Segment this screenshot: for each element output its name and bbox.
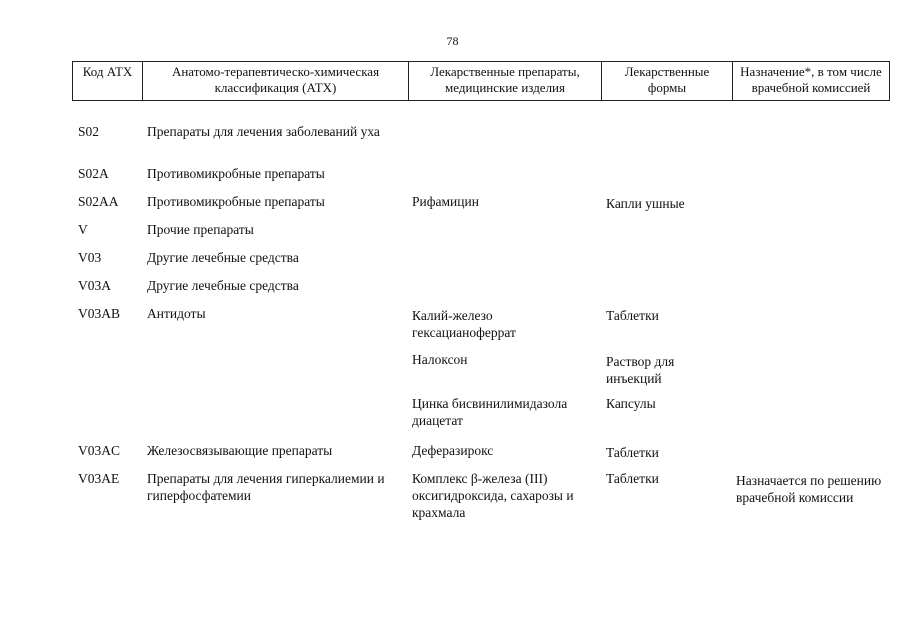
table-row: [0, 305, 905, 351]
table-row: [0, 123, 905, 165]
header-prescription: Назначение*, в том числе врачебной комиссией: [733, 62, 890, 101]
header-row: [73, 62, 890, 101]
cell-code: S02: [78, 124, 100, 139]
table-row: [0, 470, 905, 530]
cell-form: Капсулы: [606, 396, 656, 411]
cell-form: Капли ушные: [606, 196, 685, 211]
cell-classification: Антидоты: [147, 306, 206, 321]
cell-code: V: [78, 222, 88, 237]
cell-drug: Налоксон: [412, 352, 468, 367]
table-header: [72, 61, 890, 101]
cell-drug: Калий-железо гексацианоферрат: [412, 308, 516, 340]
cell-classification: Препараты для лечения заболеваний уха: [147, 124, 380, 139]
cell-form: Таблетки: [606, 308, 659, 323]
cell-code: S02A: [78, 166, 109, 181]
table-row: [0, 193, 905, 221]
table-row: [0, 165, 905, 193]
cell-drug: Комплекс β-железа (III) оксигидроксида, сахарозы и крахмала: [412, 471, 574, 520]
cell-drug: Рифамицин: [412, 194, 479, 209]
cell-classification: Другие лечебные средства: [147, 278, 299, 293]
table-row: [0, 351, 905, 395]
cell-classification: Противомикробные препараты: [147, 194, 325, 209]
header-classification: Анатомо-терапевтическо-химическая классификация (АТХ): [143, 62, 409, 101]
table-row: [0, 249, 905, 277]
cell-code: V03AB: [78, 306, 121, 321]
cell-drug: Деферазирокс: [412, 443, 494, 458]
cell-classification: Другие лечебные средства: [147, 250, 299, 265]
cell-code: S02AA: [78, 194, 119, 209]
cell-drug: Цинка бисвинилимидазола диацетат: [412, 396, 568, 428]
header-code: Код АТХ: [73, 62, 143, 101]
table-body: [0, 123, 905, 530]
cell-classification: Противомикробные препараты: [147, 166, 325, 181]
table-row: [0, 277, 905, 305]
cell-code: V03A: [78, 278, 111, 293]
cell-classification: Препараты для лечения гиперкалиемии и гиперфосфатемии: [147, 471, 385, 503]
header-drugs: Лекарственные препараты, медицинские изделия: [409, 62, 602, 101]
cell-form: Раствор для инъекций: [606, 354, 675, 386]
cell-classification: Железосвязывающие препараты: [147, 443, 333, 458]
cell-code: V03AE: [78, 471, 120, 486]
table-row: [0, 395, 905, 442]
cell-code: V03: [78, 250, 102, 265]
cell-classification: Прочие препараты: [147, 222, 254, 237]
cell-form: Таблетки: [606, 471, 659, 486]
cell-form: Таблетки: [606, 445, 659, 460]
table-row: [0, 221, 905, 249]
cell-prescription: Назначается по решению врачебной комиссии: [736, 473, 882, 505]
page-number: 78: [446, 34, 459, 48]
table-row: [0, 442, 905, 470]
header-forms: Лекарственные формы: [602, 62, 733, 101]
cell-code: V03AC: [78, 443, 121, 458]
